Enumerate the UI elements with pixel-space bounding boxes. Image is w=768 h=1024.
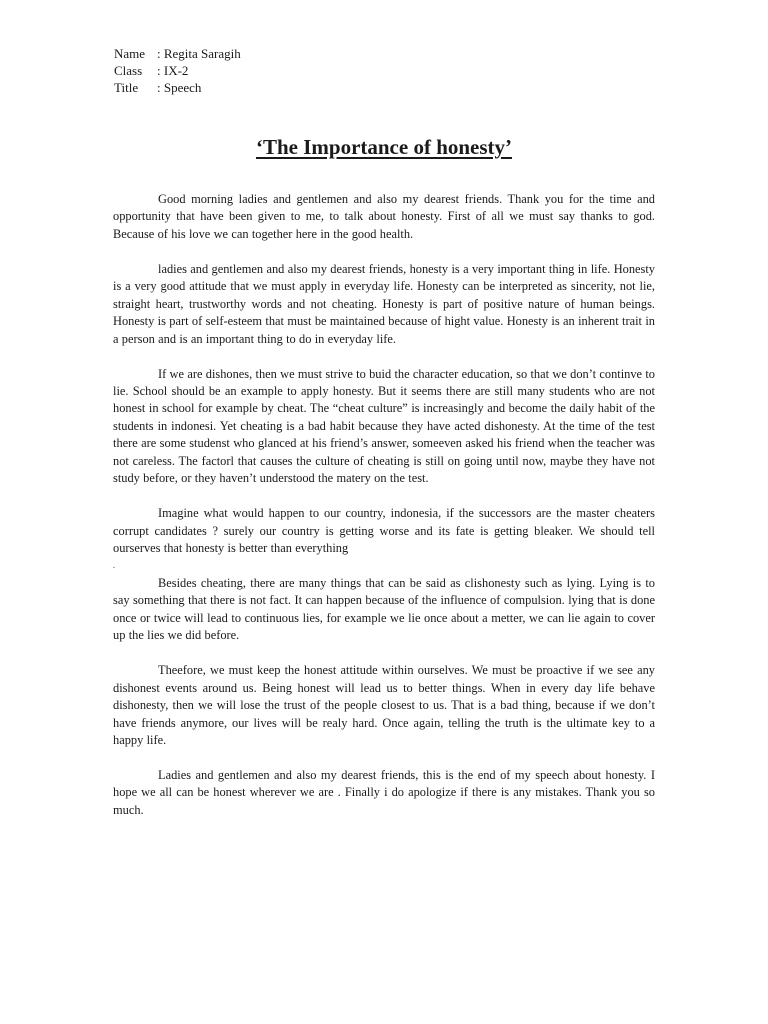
name-row [114,45,241,62]
document-title [0,133,768,161]
paragraph-closing: Ladies and gentlemen and also my dearest friends, this is the end of my speech about honesty. I hope we all can be honest wherever we are . Finally i do apologize if there is any mistakes. Thank you so much. [113,767,655,817]
speech-body [113,191,655,819]
header-info [114,45,241,96]
paragraph-country: Imagine what would happen to our country, indonesia, if the successors are the master cheaters corrupt candidates ? surely our country is getting worse and its fate is getting bleaker. We should tell ourserves that honesty is better than everything [113,506,655,556]
title-text: ‘The Importance of honesty’ [255,135,513,159]
class-row [114,62,241,79]
class-value: : IX-2 [157,63,189,78]
name-label: Name [114,46,146,61]
class-label: Class [114,63,143,78]
title-value: : Speech [157,80,202,95]
name-value: : Regita Saragih [157,46,241,61]
paragraph-cheating-culture: If we are dishones, then we must strive to buid the character education, so that we don’t continve to lie. School should be an example to apply honesty. But it seems there are still many students who are not honest in school for example by cheat. The “cheat culture” is increasingly and become the daily habit of the students in indonesi. Yet cheating is a bad habit because they have acted dishonesty. At the time of the test there are some studenst who glanced at his friend’s answer, someeven asked his friend when the teacher was not careless. The factorl that causes the culture of cheating is still on going until now, maybe they have not study before, or they haven’t understood the matery on the test. [113,366,655,486]
paragraph-lying: Besides cheating, there are many things that can be said as clishonesty such as lying. Lying is to say something that there is not fact. It can happen because of the influence of compulsion. lying that is done once or twice will lead to continuous lies, for example we lie once about a metter, we can lie again to cover up the lies we did before. [113,575,655,643]
title-label: Title [114,80,139,95]
title-row [114,79,241,96]
paragraph-greeting: Good morning ladies and gentlemen and also my dearest friends. Thank you for the time and opportunity that have been given to me, to talk about honesty. First of all we must say thanks to god. Because of his love we can together here in the good health. [113,192,655,241]
paragraph-therefore: Theefore, we must keep the honest attitude within ourselves. We must be proactive if we see any dishonest events around us. Being honest will lead us to better things. When in every day life behave dishonesty, then we will lose the trust of the people closest to us. That is a bad thing, because if we don’t have friends anymore, our lives will be realy hard. Once again, telling the truth is the ultimate key to a happy life. [113,663,655,747]
stray-mark: . [113,561,115,571]
paragraph-honesty-definition: ladies and gentlemen and also my dearest friends, honesty is a very important thing in life. Honesty is a very good attitude that we must apply in everyday life. Honesty can be interpreted as sincerity, not lie, straight heart, trustworthy words and not cheating. Honesty is part of positive nature of human beings. Honesty is part of self-esteem that must be maintained because of hight value. Honesty is an inherent trait in a person and is an important thing to do in everyday life. [113,261,655,346]
